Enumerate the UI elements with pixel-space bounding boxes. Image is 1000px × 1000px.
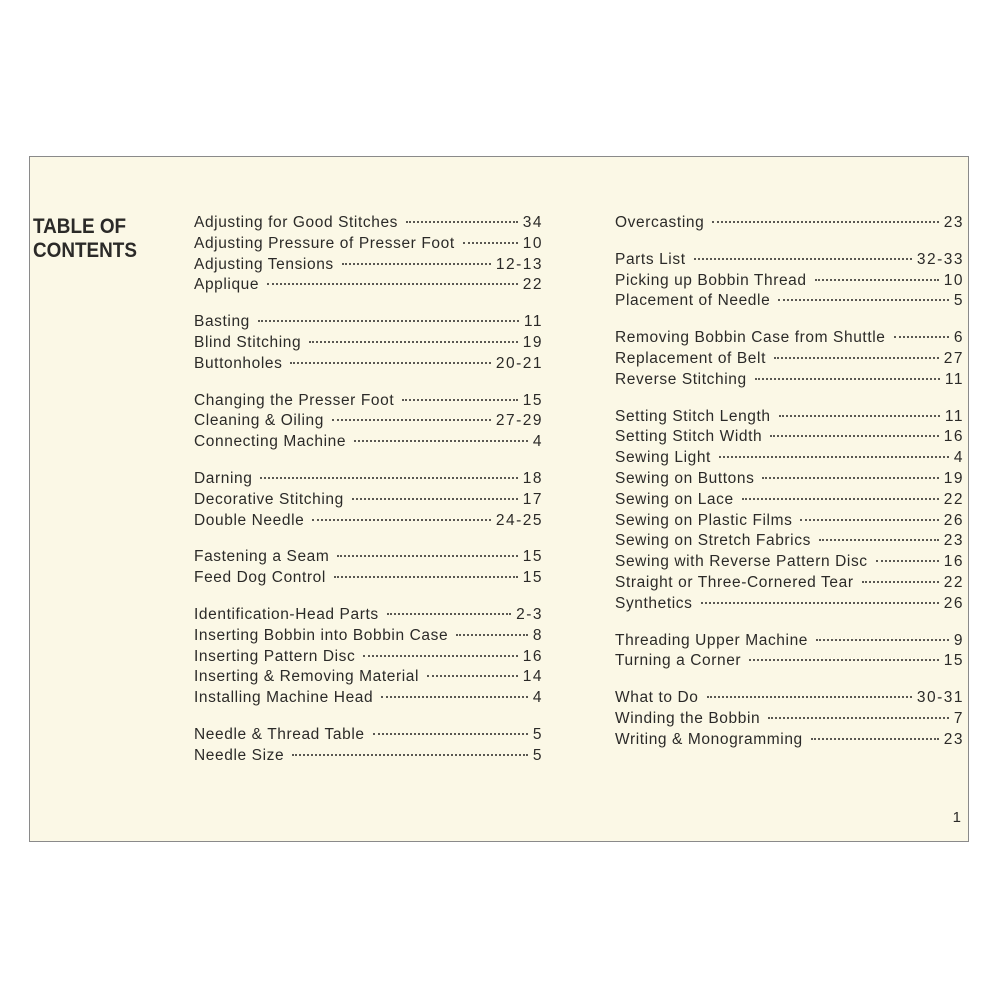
toc-entry-page: 9 xyxy=(953,631,964,649)
toc-entry xyxy=(194,354,543,375)
dot-leader xyxy=(342,263,491,265)
dot-leader xyxy=(876,560,939,562)
toc-entry-page: 27-29 xyxy=(495,412,543,430)
toc-entry-label: Writing & Monogramming xyxy=(615,730,803,748)
toc-entry-page: 5 xyxy=(953,292,964,310)
toc-entry-label: Winding the Bobbin xyxy=(615,709,761,727)
toc-entry xyxy=(194,688,543,709)
dot-leader xyxy=(337,555,517,557)
toc-entry-page: 23 xyxy=(943,532,964,550)
dot-leader xyxy=(894,336,949,338)
toc-entry-page: 4 xyxy=(532,689,543,707)
toc-entry-page: 15 xyxy=(522,391,543,409)
toc-entry-label: Inserting Bobbin into Bobbin Case xyxy=(194,626,449,644)
toc-entry xyxy=(615,511,964,532)
toc-entry-page: 7 xyxy=(953,709,964,727)
toc-entry-page: 5 xyxy=(532,746,543,764)
toc-entry-label: What to Do xyxy=(615,689,699,707)
toc-entry xyxy=(194,432,543,453)
toc-entry-page: 2-3 xyxy=(516,605,543,623)
toc-entry-label: Basting xyxy=(194,313,250,331)
dot-leader xyxy=(406,221,518,223)
toc-entry-label: Inserting & Removing Material xyxy=(194,668,420,686)
toc-group xyxy=(194,605,543,709)
toc-entry xyxy=(615,709,964,730)
toc-title-line-2: CONTENTS xyxy=(33,239,137,262)
toc-entry-page: 19 xyxy=(943,469,964,487)
dot-leader xyxy=(701,602,939,604)
toc-entry-label: Needle Size xyxy=(194,746,285,764)
toc-entry xyxy=(615,594,964,615)
dot-leader xyxy=(363,655,517,657)
manual-page xyxy=(29,156,969,842)
dot-leader xyxy=(267,283,518,285)
dot-leader xyxy=(334,576,518,578)
toc-entry xyxy=(194,568,543,589)
toc-entry xyxy=(615,407,964,428)
toc-entry xyxy=(615,469,964,490)
dot-leader xyxy=(774,357,939,359)
toc-entry xyxy=(194,255,543,276)
toc-right-column xyxy=(615,213,964,767)
toc-entry-label: Adjusting Tensions xyxy=(194,255,334,273)
toc-entry-page: 11 xyxy=(944,407,964,425)
toc-entry-label: Sewing Light xyxy=(615,449,711,467)
toc-entry-label: Setting Stitch Width xyxy=(615,428,763,446)
toc-entry xyxy=(194,234,543,255)
toc-entry xyxy=(615,250,964,271)
dot-leader xyxy=(402,399,518,401)
toc-entry-page: 11 xyxy=(944,370,964,388)
dot-leader xyxy=(290,362,490,364)
dot-leader xyxy=(749,659,939,661)
toc-entry-label: Inserting Pattern Disc xyxy=(194,647,356,665)
toc-entry xyxy=(194,667,543,688)
dot-leader xyxy=(258,320,519,322)
toc-entry xyxy=(194,333,543,354)
toc-entry-label: Decorative Stitching xyxy=(194,490,344,508)
toc-entry xyxy=(615,349,964,370)
toc-entry-page: 22 xyxy=(943,573,964,591)
dot-leader xyxy=(332,419,491,421)
toc-entry xyxy=(194,626,543,647)
toc-entry xyxy=(194,547,543,568)
dot-leader xyxy=(381,696,528,698)
toc-entry xyxy=(194,605,543,626)
toc-entry-label: Placement of Needle xyxy=(615,292,771,310)
dot-leader xyxy=(456,634,528,636)
toc-entry-page: 23 xyxy=(943,214,964,231)
toc-entry xyxy=(615,573,964,594)
toc-entry-page: 15 xyxy=(943,652,964,670)
dot-leader xyxy=(719,456,949,458)
dot-leader xyxy=(815,279,939,281)
page-number: 1 xyxy=(952,809,961,826)
toc-entry-page: 12-13 xyxy=(495,255,543,273)
toc-group xyxy=(194,469,543,531)
toc-entry-label: Sewing on Buttons xyxy=(615,469,755,487)
dot-leader xyxy=(373,733,528,735)
toc-entry-label: Applique xyxy=(194,276,260,294)
dot-leader xyxy=(779,415,940,417)
toc-entry xyxy=(615,291,964,312)
toc-entry xyxy=(194,391,543,412)
toc-entry xyxy=(615,631,964,652)
toc-entry-label: Double Needle xyxy=(194,511,305,529)
dot-leader xyxy=(819,539,939,541)
toc-entry-label: Connecting Machine xyxy=(194,433,347,451)
toc-entry-label: Sewing on Lace xyxy=(615,490,734,508)
toc-entry-label: Feed Dog Control xyxy=(194,569,326,587)
toc-entry xyxy=(615,370,964,391)
toc-group xyxy=(615,213,964,234)
dot-leader xyxy=(816,639,949,641)
toc-entry xyxy=(194,490,543,511)
toc-entry-page: 26 xyxy=(943,511,964,529)
toc-entry xyxy=(194,647,543,668)
toc-entry-page: 17 xyxy=(522,490,543,508)
toc-group xyxy=(615,250,964,312)
toc-entry-page: 14 xyxy=(522,668,543,686)
toc-left-column xyxy=(194,213,543,783)
toc-entry xyxy=(615,730,964,751)
dot-leader xyxy=(712,221,938,223)
dot-leader xyxy=(354,440,528,442)
toc-entry-page: 30-31 xyxy=(916,689,964,707)
toc-group xyxy=(194,213,543,296)
toc-entry-label: Blind Stitching xyxy=(194,333,302,351)
toc-group xyxy=(194,547,543,589)
toc-entry-label: Adjusting for Good Stitches xyxy=(194,214,399,231)
toc-entry-page: 15 xyxy=(522,569,543,587)
toc-entry-page: 22 xyxy=(522,276,543,294)
toc-entry-label: Sewing with Reverse Pattern Disc xyxy=(615,553,868,571)
toc-title-line-1: TABLE OF xyxy=(33,215,127,238)
toc-entry-page: 20-21 xyxy=(495,354,543,372)
dot-leader xyxy=(811,738,939,740)
toc-entry xyxy=(194,411,543,432)
dot-leader xyxy=(312,519,491,521)
toc-entry-label: Overcasting xyxy=(615,214,705,231)
dot-leader xyxy=(260,477,517,479)
toc-entry-page: 23 xyxy=(943,730,964,748)
toc-entry-label: Cleaning & Oiling xyxy=(194,412,324,430)
toc-entry xyxy=(615,688,964,709)
toc-entry-page: 6 xyxy=(953,329,964,347)
dot-leader xyxy=(463,242,518,244)
toc-entry-page: 24-25 xyxy=(495,511,543,529)
toc-group xyxy=(615,688,964,750)
toc-group xyxy=(615,407,964,615)
toc-entry-label: Adjusting Pressure of Presser Foot xyxy=(194,234,455,252)
toc-entry-label: Turning a Corner xyxy=(615,652,742,670)
toc-entry-label: Sewing on Plastic Films xyxy=(615,511,793,529)
dot-leader xyxy=(762,477,938,479)
toc-entry xyxy=(194,746,543,767)
dot-leader xyxy=(387,613,511,615)
toc-entry-label: Parts List xyxy=(615,250,686,268)
toc-entry xyxy=(615,531,964,552)
toc-group xyxy=(194,391,543,453)
toc-entry xyxy=(194,213,543,234)
toc-entry xyxy=(194,511,543,532)
toc-entry-label: Reverse Stitching xyxy=(615,370,747,388)
toc-entry-page: 15 xyxy=(522,548,543,566)
dot-leader xyxy=(352,498,518,500)
toc-entry-page: 16 xyxy=(522,647,543,665)
toc-entry-label: Threading Upper Machine xyxy=(615,631,809,649)
dot-leader xyxy=(770,435,938,437)
toc-entry-label: Replacement of Belt xyxy=(615,349,766,367)
toc-entry xyxy=(615,448,964,469)
dot-leader xyxy=(755,378,940,380)
toc-entry-label: Synthetics xyxy=(615,594,693,612)
toc-entry-page: 8 xyxy=(532,626,543,644)
toc-entry-label: Identification-Head Parts xyxy=(194,605,379,623)
toc-entry-page: 16 xyxy=(943,553,964,571)
toc-entry-label: Straight or Three-Cornered Tear xyxy=(615,573,854,591)
toc-entry-page: 5 xyxy=(532,725,543,743)
toc-entry-page: 22 xyxy=(943,490,964,508)
toc-entry-page: 32-33 xyxy=(916,250,964,268)
toc-entry-label: Installing Machine Head xyxy=(194,689,374,707)
dot-leader xyxy=(292,754,528,756)
toc-entry-label: Fastening a Seam xyxy=(194,548,330,566)
dot-leader xyxy=(707,696,912,698)
toc-entry-page: 11 xyxy=(523,313,543,331)
dot-leader xyxy=(778,299,949,301)
toc-entry xyxy=(615,552,964,573)
toc-entry-page: 27 xyxy=(943,349,964,367)
toc-entry-page: 10 xyxy=(522,234,543,252)
toc-entry-page: 16 xyxy=(943,428,964,446)
toc-entry-label: Needle & Thread Table xyxy=(194,725,365,743)
toc-entry xyxy=(194,469,543,490)
toc-entry-page: 34 xyxy=(522,214,543,231)
toc-entry xyxy=(194,275,543,296)
toc-entry-label: Picking up Bobbin Thread xyxy=(615,271,807,289)
toc-group xyxy=(194,725,543,767)
toc-entry-label: Changing the Presser Foot xyxy=(194,391,395,409)
dot-leader xyxy=(742,498,939,500)
dot-leader xyxy=(694,258,912,260)
toc-entry-page: 10 xyxy=(943,271,964,289)
toc-group xyxy=(615,328,964,390)
toc-entry-page: 4 xyxy=(953,449,964,467)
toc-entry xyxy=(615,490,964,511)
toc-entry xyxy=(615,427,964,448)
toc-entry-page: 4 xyxy=(532,433,543,451)
toc-entry-page: 19 xyxy=(522,333,543,351)
dot-leader xyxy=(768,717,949,719)
toc-entry xyxy=(194,312,543,333)
toc-entry-label: Buttonholes xyxy=(194,354,283,372)
toc-entry xyxy=(615,271,964,292)
toc-entry xyxy=(615,328,964,349)
toc-entry-label: Removing Bobbin Case from Shuttle xyxy=(615,329,886,347)
toc-entry-page: 26 xyxy=(943,594,964,612)
toc-entry-label: Sewing on Stretch Fabrics xyxy=(615,532,811,550)
dot-leader xyxy=(862,581,939,583)
dot-leader xyxy=(800,519,938,521)
toc-entry xyxy=(615,213,964,234)
toc-entry-page: 18 xyxy=(522,469,543,487)
toc-entry-label: Darning xyxy=(194,469,253,487)
toc-entry-label: Setting Stitch Length xyxy=(615,407,771,425)
dot-leader xyxy=(309,341,518,343)
toc-group xyxy=(194,312,543,374)
dot-leader xyxy=(427,675,518,677)
toc-group xyxy=(615,631,964,673)
toc-title xyxy=(33,215,137,263)
toc-entry xyxy=(615,651,964,672)
toc-entry xyxy=(194,725,543,746)
